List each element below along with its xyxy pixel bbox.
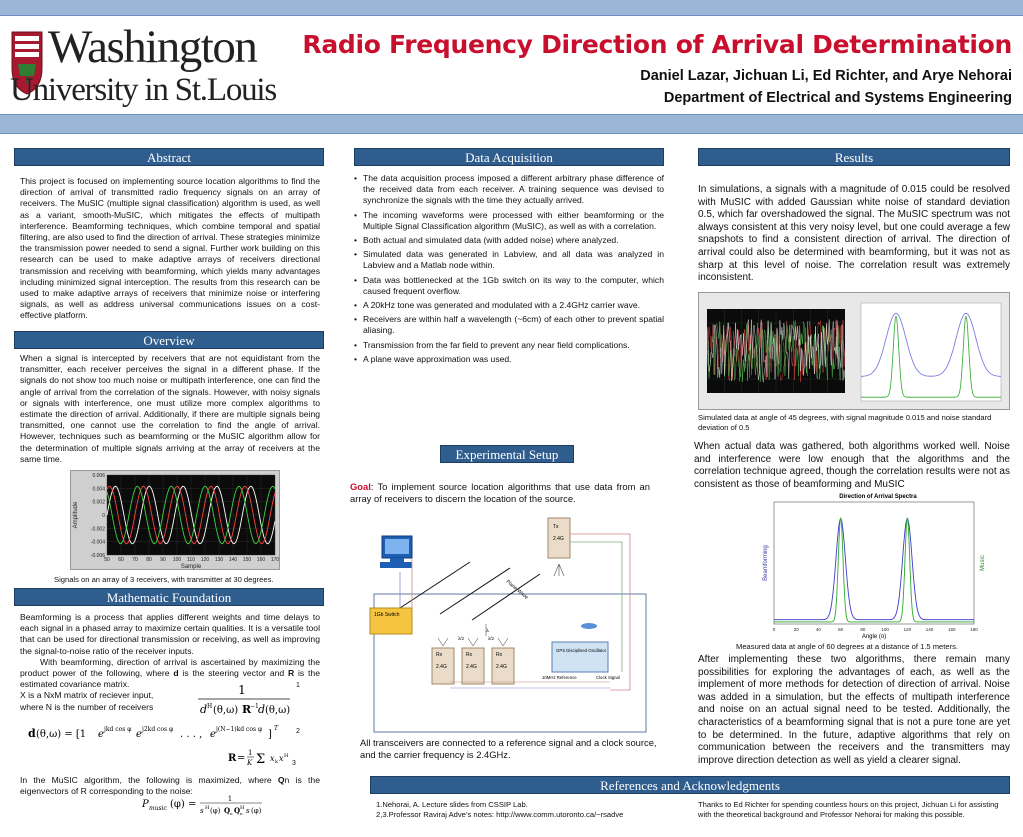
svg-text:(φ): (φ)	[210, 807, 221, 815]
tx-label: Tx	[553, 524, 559, 530]
svg-text:s: s	[200, 807, 204, 815]
rx-freq-label: 2.4G	[496, 664, 507, 670]
measured-plot-ylabel-right: Music	[980, 555, 986, 571]
ref-label: 10MHz Reference	[542, 675, 577, 680]
overview-ytick: 0.004	[92, 486, 105, 493]
poster-department: Department of Electrical and Systems Engineering	[663, 90, 1012, 106]
measured-xtick: 0	[772, 627, 776, 632]
overview-ytick: -0.006	[90, 553, 105, 559]
equation-steering-vector	[28, 722, 298, 744]
rx-freq-label: 2.4G	[436, 664, 447, 670]
equation-number-2: 2	[296, 728, 300, 735]
gps-box	[552, 642, 608, 672]
logo-line-1: Washington	[48, 21, 257, 73]
data-acquisition-bullet: • A 20kHz tone was generated and modulated with a 2.4GHz carrier wave.	[354, 300, 664, 311]
signals-plot	[71, 471, 281, 571]
data-acquisition-bullet: • Data was bottlenecked at the 1Gb switch on its way to the computer, which caused frequent overflow.	[354, 275, 664, 297]
overview-ylabel: Amplitude	[73, 501, 79, 529]
references-heading: References and Acknowledgments	[370, 776, 1010, 794]
svg-text:x: x	[279, 754, 284, 763]
math-p4: where N is the number of receivers	[20, 701, 154, 712]
overview-figure-caption: Signals on an array of 3 receivers, with transmitter at 30 degrees.	[54, 575, 274, 584]
overview-xtick: 120	[200, 557, 210, 563]
overview-heading: Overview	[14, 331, 324, 349]
svg-text:H: H	[205, 805, 210, 811]
math-p1: Beamforming is a process that applies different weights and time delays to each signal in a phased array to maximize certain qualities. It is a versatile tool that can be used for directional transmission or receiving, as well as improving the signal-to-noise ratio of the receiver inputs.	[20, 612, 320, 656]
goal-text: Goal: To implement source location algorithms that use data from an array of receivers to discern the location of the source.	[350, 481, 650, 504]
overview-xtick: 70	[132, 557, 138, 563]
references-list	[376, 800, 676, 820]
simulated-spectra-plot	[699, 293, 1011, 411]
svg-text:H: H	[207, 703, 213, 710]
experimental-setup-diagram	[360, 512, 660, 737]
svg-text:x: x	[270, 754, 275, 763]
gps-antenna-icon	[581, 623, 597, 629]
results-heading: Results	[698, 148, 1010, 166]
results-figure-1-caption: Simulated data at angle of 45 degrees, with signal magnitude 0.015 and noise standard deviation of 0.5	[698, 413, 992, 432]
overview-xtick: 90	[160, 557, 166, 563]
tx-freq-label: 2.4G	[553, 536, 564, 542]
svg-text:(φ): (φ)	[251, 807, 262, 815]
svg-text:e: e	[98, 729, 104, 740]
svg-text:1: 1	[227, 795, 233, 803]
lambda-label: λ	[486, 628, 490, 634]
measured-xtick: 140	[925, 627, 934, 632]
svg-text:R: R	[242, 703, 252, 716]
reference-1: 1.Nehorai, A. Lecture slides from CSSIP Lab.	[376, 800, 528, 809]
overview-xtick: 150	[242, 557, 252, 563]
overview-xtick: 80	[146, 557, 152, 563]
data-acquisition-heading: Data Acquisition	[354, 148, 664, 166]
math-p3: X is a NxM matrix of reciever input,	[20, 690, 154, 701]
svg-text:e: e	[210, 729, 216, 740]
acknowledgments-text: Thanks to Ed Richter for spending countless hours on this project, Jichuan Li for assisting with the theoretical background and Professor Nehorai for making this possible.	[698, 800, 999, 819]
equation-number-3: 3	[292, 760, 296, 767]
data-acquisition-bullet: • The data acquisition process imposed a different arbitrary phase difference of the received data from each receiver. A training sequence was devised to synchronize the signals with the time they actually arrived.	[354, 173, 664, 207]
overview-xtick: 140	[228, 557, 238, 563]
measured-plot-xlabel: Angle (o)	[861, 634, 887, 640]
logo-line-2: University in St.Louis	[10, 72, 277, 108]
results-text-3: After implementing these two algorithms, there remain many possibilities for exploring the advantages of each, as well as the implement of more methods for detection of direction of arrival. Noise was added in a simulation, but the effects of multipath interference and noise on an actual signal need to be tested. Additionally, the characteristics of a beamforming signal that is not a pure tone are yet to be determined. In the future, adaptive algorithms that rely on communication between the receivers and the transmitters may improve direction detection as well as yield a clearer signal.	[698, 654, 1010, 766]
equation-number-1: 1	[296, 682, 300, 689]
svg-text:−1: −1	[250, 703, 259, 710]
math-music-text: In the MuSIC algorithm, the following is maximized, where Qn is the eigenvectors of R corresponding to the noise:	[20, 775, 320, 797]
tx-antenna-icon	[554, 564, 564, 576]
overview-figure	[70, 470, 280, 570]
svg-text:H: H	[284, 753, 289, 759]
data-acquisition-list	[354, 173, 664, 368]
spacing-label-2: λ/2	[488, 636, 495, 641]
overview-ytick: -0.004	[90, 539, 105, 546]
top-band	[0, 0, 1023, 16]
plane-wave-label: Plane Wave	[504, 578, 530, 601]
overview-xtick: 110	[187, 557, 195, 563]
svg-text:Q: Q	[234, 806, 241, 815]
svg-text:k: k	[275, 759, 279, 765]
overview-xtick: 60	[118, 557, 124, 563]
measured-plot-area	[774, 502, 974, 624]
results-text-2: When actual data was gathered, both algorithms worked well. Noise and interference were low enough that the algorithms and the correlation technique agreed, though the correlation results were not as consistent as those of beamforming and MuSIC	[694, 441, 1010, 489]
measured-xtick: 20	[793, 627, 799, 632]
results-text-1: In simulations, a signals with a magnitude of 0.015 could be resolved with MuSIC with added Gaussian white noise of standard deviation 0.5, which far overshadowed the signal. The MuSIC spectrum was not always consistent at this very noisy level, but one could average a few snapshots to find a consistent direction of arrival. The direction of arrival could also be determined with beamforming, but it was not as sharp at this level of noise. The correlation result was extremely inconsistent.	[698, 184, 1010, 284]
svg-text:jkd cos φ: jkd cos φ	[104, 726, 132, 733]
data-acquisition-bullet: • Transmission from the far field to prevent any near field complications.	[354, 340, 664, 351]
overview-ytick: 0	[102, 513, 105, 519]
switch-label: 1Gb Switch	[374, 612, 400, 618]
svg-text:]: ]	[268, 729, 272, 740]
results-figure-1	[698, 292, 1010, 410]
svg-text:. . . ,: . . . ,	[180, 729, 203, 740]
svg-text:T: T	[274, 725, 279, 732]
measured-xtick: 60	[838, 627, 844, 632]
abstract-heading: Abstract	[14, 148, 324, 166]
rx-label: Rx	[496, 652, 503, 658]
measured-plot-ylabel-left: Beamforming	[763, 545, 769, 581]
svg-text:(θ,ω): (θ,ω)	[213, 705, 239, 716]
svg-text:d: d	[28, 727, 36, 740]
setup-caption: All transceivers are connected to a reference signal and a clock source, and the carrier frequency is 2.4GHz.	[360, 737, 657, 760]
measured-xtick: 40	[815, 627, 821, 632]
overview-ytick: 0.006	[92, 473, 105, 479]
data-acquisition-bullet: • The incoming waveforms were processed with either beamforming or the Multiple Signal Classification algorithm (MuSIC), as well as with a correlation.	[354, 210, 664, 232]
rx-antenna-icon	[498, 638, 508, 646]
math-p2: With beamforming, direction of arrival is ascertained by maximizing the product power of the following, where d is the steering vector and R is the estimated covariance matrix.	[20, 656, 320, 690]
data-acquisition-bullet: • Simulated data was generated in Labview, and all data was analyzed in Labview and a Matlab node within.	[354, 249, 664, 271]
experimental-setup-heading: Experimental Setup	[440, 445, 574, 463]
overview-xtick: 170	[270, 557, 280, 563]
measured-xtick: 80	[860, 627, 866, 632]
svg-text:K: K	[247, 759, 253, 767]
svg-text:(θ,ω) = [1: (θ,ω) = [1	[36, 729, 87, 740]
overview-xtick: 100	[172, 557, 182, 563]
equation-music	[142, 792, 282, 820]
overview-ytick: 0.002	[92, 499, 105, 506]
measured-xtick: 100	[881, 627, 889, 632]
overview-ytick: -0.002	[90, 526, 105, 533]
svg-text:Q: Q	[224, 806, 231, 815]
data-acquisition-bullet: • Receivers are within half a wavelength (~6cm) of each other to prevent spatial aliasing.	[354, 314, 664, 336]
svg-text:(φ) =: (φ) =	[170, 799, 197, 810]
svg-text:1: 1	[238, 683, 246, 697]
overview-xtick: 160	[256, 557, 266, 563]
svg-text:=: =	[237, 753, 246, 764]
clock-label: Clock Signal	[596, 675, 620, 680]
abstract-text: This project is focused on implementing source location algorithms to find the direction of arrival of transmitted radio frequency signals on an array of receivers. The MuSIC (multiple signal classification) algorithm is used, as well as a variant, smooth-MuSIC, which mitigates the effects of multipath interference. Beamforming techniques, which combine temporal and spatial filtering, are also used to find the direction of arrival. These strategies minimize the transmission power needed to send a signal. Further work building on this research can be used to make adaptive arrays of receivers directional transmission and receiving with beamforming, which yields many advantages including minimized signal interception. The results from this research can be used to make adaptive arrays of receivers that minimize noise or interfering signals, as well as address universal communications issues on a cost-effective platform.	[20, 176, 320, 321]
computer-icon	[380, 536, 412, 568]
rx-antenna-icon	[438, 638, 448, 646]
reference-2: 2,3.Professor Raviraj Adve’s notes: http://www.comm.utoronto.ca/~rsadve	[376, 810, 624, 819]
svg-text:j(N−1)kd cos φ: j(N−1)kd cos φ	[216, 726, 263, 733]
measured-xtick: 160	[948, 627, 956, 632]
university-logo	[10, 21, 277, 110]
svg-text:P: P	[142, 799, 149, 810]
equation-covariance	[228, 744, 298, 772]
svg-text:j2kd cos φ: j2kd cos φ	[142, 726, 174, 733]
svg-text:d: d	[258, 703, 266, 716]
rx-label: Rx	[466, 652, 473, 658]
spacing-label-1: λ/2	[458, 636, 465, 641]
svg-text:Σ: Σ	[256, 752, 266, 767]
svg-text:1: 1	[248, 749, 253, 757]
poster-authors: Daniel Lazar, Jichuan Li, Ed Richter, and Arye Nehorai	[640, 68, 1012, 84]
svg-text:(θ,ω): (θ,ω)	[265, 705, 291, 716]
poster-title: Radio Frequency Direction of Arrival Determination	[302, 30, 1012, 59]
overview-xtick: 130	[214, 557, 224, 563]
rx-label: Rx	[436, 652, 443, 658]
measured-plot-title: Direction of Arrival Spectra	[839, 494, 917, 500]
svg-text:music: music	[149, 805, 167, 812]
math-heading: Mathematic Foundation	[14, 588, 324, 606]
measured-xtick: 180	[970, 627, 978, 632]
svg-text:n: n	[240, 811, 243, 816]
rx-freq-label: 2.4G	[466, 664, 477, 670]
data-acquisition-bullet: • A plane wave approximation was used.	[354, 354, 664, 365]
gps-label: GPS Disciplined Oscillator	[556, 648, 607, 653]
svg-text:e: e	[136, 729, 142, 740]
results-figure-2-caption: Measured data at angle of 60 degrees at a distance of 1.5 meters.	[736, 642, 959, 651]
overview-xlabel: Sample	[180, 564, 202, 570]
svg-text:R: R	[228, 753, 237, 764]
svg-text:s: s	[246, 807, 250, 815]
measured-xtick: 120	[903, 627, 912, 632]
rx-antenna-icon	[468, 638, 478, 646]
svg-text:n: n	[230, 811, 233, 816]
overview-xtick: 50	[104, 557, 110, 563]
svg-text:d: d	[200, 703, 208, 716]
data-acquisition-bullet: • Both actual and simulated data (with added noise) where analyzed.	[354, 235, 664, 246]
measured-spectra-plot	[758, 490, 1008, 640]
overview-text: When a signal is intercepted by receivers that are not equidistant from the transmitter, each receiver perceives the signal in a different phase. If the signals do not show too much noise or multipath interference, one can find the angle of arrival from the correlation of the signals. However, with noisy signals or signals with interference, one must utilize more complex algorithms to estimate the direction of arrival. Additionally, if there are multiple signals being transmitted, one cannot use the correlation to find the angle of arrival. However, techniques such as beamforming or the MuSIC algorithm allow for the determination of multiple signals arriving at the array of receivers at the same time.	[20, 353, 320, 464]
header-divider-band	[0, 114, 1023, 134]
svg-text:H: H	[240, 805, 245, 811]
